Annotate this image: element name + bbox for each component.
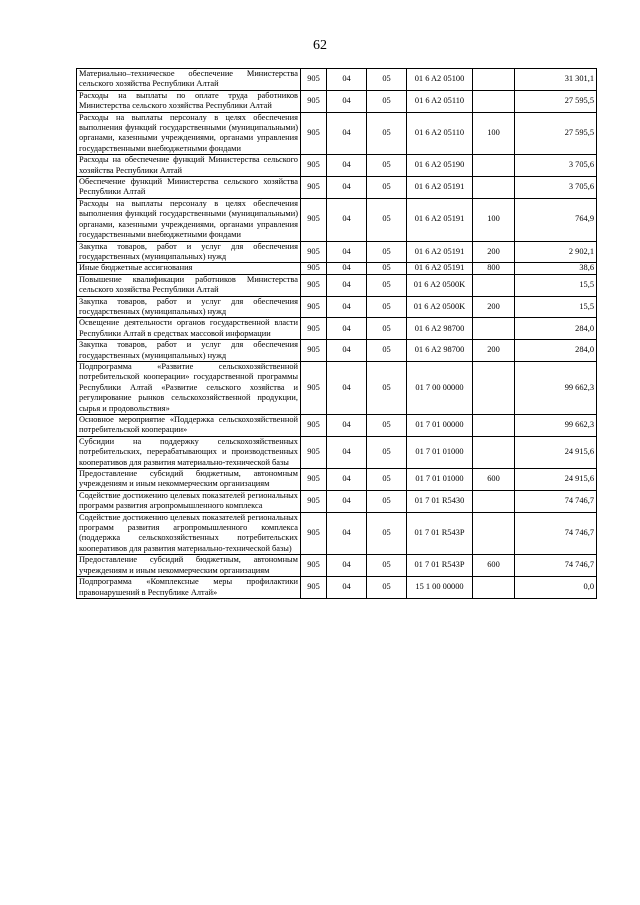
subsection-code: 05 [367, 112, 407, 155]
row-name: Подпрограмма «Комплексные меры профилактики правонарушений в Республике Алтай» [77, 577, 301, 599]
table-row [77, 340, 597, 362]
target-article-code: 01 7 01 00000 [407, 415, 473, 437]
table-row [77, 263, 597, 274]
expense-type-code [473, 318, 515, 340]
subsection-code: 05 [367, 361, 407, 414]
subsection-code: 05 [367, 69, 407, 91]
subsection-code: 05 [367, 512, 407, 555]
ministry-code: 905 [301, 436, 327, 468]
row-name: Иные бюджетные ассигнования [77, 263, 301, 274]
ministry-code: 905 [301, 361, 327, 414]
row-name: Закупка товаров, работ и услуг для обеспечения государственных (муниципальных) нужд [77, 241, 301, 263]
expense-type-code: 200 [473, 340, 515, 362]
table-row [77, 490, 597, 512]
subsection-code: 05 [367, 340, 407, 362]
table-row [77, 318, 597, 340]
target-article-code: 01 6 A2 98700 [407, 340, 473, 362]
ministry-code: 905 [301, 296, 327, 318]
ministry-code: 905 [301, 155, 327, 177]
table-row [77, 69, 597, 91]
expense-type-code: 200 [473, 296, 515, 318]
target-article-code: 01 7 01 01000 [407, 436, 473, 468]
expense-type-code [473, 361, 515, 414]
target-article-code: 01 6 A2 05100 [407, 69, 473, 91]
amount: 24 915,6 [515, 436, 597, 468]
subsection-code: 05 [367, 436, 407, 468]
row-name: Расходы на выплаты персоналу в целях обеспечения выполнения функций государственными (муниципальными) органами, казенными учреждениями, органами управления государственными внебюджетными фондами [77, 198, 301, 241]
target-article-code: 01 6 A2 05110 [407, 90, 473, 112]
expense-type-code: 600 [473, 555, 515, 577]
amount: 284,0 [515, 318, 597, 340]
budget-table [76, 68, 597, 599]
target-article-code: 01 6 A2 05110 [407, 112, 473, 155]
subsection-code: 05 [367, 263, 407, 274]
amount: 24 915,6 [515, 469, 597, 491]
section-code: 04 [327, 361, 367, 414]
expense-type-code [473, 577, 515, 599]
table-row [77, 90, 597, 112]
subsection-code: 05 [367, 577, 407, 599]
section-code: 04 [327, 555, 367, 577]
subsection-code: 05 [367, 241, 407, 263]
row-name: Расходы на обеспечение функций Министерства сельского хозяйства Республики Алтай [77, 155, 301, 177]
target-article-code: 01 6 A2 05191 [407, 241, 473, 263]
amount: 0,0 [515, 577, 597, 599]
amount: 764,9 [515, 198, 597, 241]
section-code: 04 [327, 69, 367, 91]
table-row [77, 577, 597, 599]
subsection-code: 05 [367, 198, 407, 241]
ministry-code: 905 [301, 415, 327, 437]
target-article-code: 01 7 01 01000 [407, 469, 473, 491]
section-code: 04 [327, 274, 367, 296]
amount: 74 746,7 [515, 512, 597, 555]
table-row [77, 198, 597, 241]
section-code: 04 [327, 340, 367, 362]
expense-type-code: 200 [473, 241, 515, 263]
amount: 3 705,6 [515, 177, 597, 199]
expense-type-code: 100 [473, 198, 515, 241]
section-code: 04 [327, 415, 367, 437]
ministry-code: 905 [301, 555, 327, 577]
amount: 15,5 [515, 296, 597, 318]
table-row [77, 296, 597, 318]
section-code: 04 [327, 512, 367, 555]
row-name: Предоставление субсидий бюджетным, автономным учреждениям и иным некоммерческим организациям [77, 555, 301, 577]
ministry-code: 905 [301, 198, 327, 241]
table-row [77, 241, 597, 263]
subsection-code: 05 [367, 155, 407, 177]
row-name: Расходы на выплаты персоналу в целях обеспечения выполнения функций государственными (муниципальными) органами, казенными учреждениями, органами управления государственными внебюджетными фондами [77, 112, 301, 155]
row-name: Обеспечение функций Министерства сельского хозяйства Республики Алтай [77, 177, 301, 199]
expense-type-code [473, 436, 515, 468]
ministry-code: 905 [301, 512, 327, 555]
table-row [77, 274, 597, 296]
ministry-code: 905 [301, 241, 327, 263]
expense-type-code [473, 155, 515, 177]
subsection-code: 05 [367, 490, 407, 512]
ministry-code: 905 [301, 490, 327, 512]
section-code: 04 [327, 112, 367, 155]
amount: 27 595,5 [515, 90, 597, 112]
amount: 74 746,7 [515, 490, 597, 512]
section-code: 04 [327, 241, 367, 263]
subsection-code: 05 [367, 415, 407, 437]
section-code: 04 [327, 177, 367, 199]
target-article-code: 01 7 01 R543P [407, 555, 473, 577]
ministry-code: 905 [301, 112, 327, 155]
page-number: 62 [313, 38, 327, 53]
row-name: Предоставление субсидий бюджетным, автономным учреждениям и иным некоммерческим организациям [77, 469, 301, 491]
amount: 99 662,3 [515, 415, 597, 437]
section-code: 04 [327, 296, 367, 318]
row-name: Содействие достижению целевых показателей региональных программ развития агропромышленного комплекса [77, 490, 301, 512]
amount: 31 301,1 [515, 69, 597, 91]
row-name: Содействие достижению целевых показателей региональных программ развития агропромышленного комплекса (поддержка сельскохозяйственных потребительских кооперативов для развития материально-технической базы) [77, 512, 301, 555]
subsection-code: 05 [367, 555, 407, 577]
section-code: 04 [327, 469, 367, 491]
table-row [77, 555, 597, 577]
row-name: Основное мероприятие «Поддержка сельскохозяйственной потребительской кооперации» [77, 415, 301, 437]
target-article-code: 01 7 00 00000 [407, 361, 473, 414]
target-article-code: 15 1 00 00000 [407, 577, 473, 599]
target-article-code: 01 7 01 R543P [407, 512, 473, 555]
row-name: Материально–техническое обеспечение Министерства сельского хозяйства Республики Алтай [77, 69, 301, 91]
target-article-code: 01 7 01 R5430 [407, 490, 473, 512]
row-name: Подпрограмма «Развитие сельскохозяйственной потребительской кооперации» государственной программы Республики Алтай «Развитие сельского хозяйства и регулирование рынков сельскохозяйственной продукции, сырья и продовольствия» [77, 361, 301, 414]
expense-type-code [473, 512, 515, 555]
expense-type-code [473, 415, 515, 437]
table-row [77, 177, 597, 199]
amount: 2 902,1 [515, 241, 597, 263]
subsection-code: 05 [367, 90, 407, 112]
target-article-code: 01 6 A2 05191 [407, 198, 473, 241]
row-name: Расходы на выплаты по оплате труда работников Министерства сельского хозяйства Республики Алтай [77, 90, 301, 112]
target-article-code: 01 6 A2 0500K [407, 274, 473, 296]
row-name: Освещение деятельности органов государственной власти Республики Алтай в средствах массовой информации [77, 318, 301, 340]
ministry-code: 905 [301, 577, 327, 599]
target-article-code: 01 6 A2 05191 [407, 263, 473, 274]
expense-type-code: 800 [473, 263, 515, 274]
ministry-code: 905 [301, 69, 327, 91]
ministry-code: 905 [301, 340, 327, 362]
expense-type-code [473, 274, 515, 296]
ministry-code: 905 [301, 469, 327, 491]
section-code: 04 [327, 436, 367, 468]
ministry-code: 905 [301, 318, 327, 340]
target-article-code: 01 6 A2 05191 [407, 177, 473, 199]
table-row [77, 512, 597, 555]
target-article-code: 01 6 A2 0500K [407, 296, 473, 318]
amount: 3 705,6 [515, 155, 597, 177]
expense-type-code: 100 [473, 112, 515, 155]
table-row [77, 436, 597, 468]
subsection-code: 05 [367, 177, 407, 199]
row-name: Повышение квалификации работников Министерства сельского хозяйства Республики Алтай [77, 274, 301, 296]
table-row [77, 112, 597, 155]
table-row [77, 155, 597, 177]
ministry-code: 905 [301, 177, 327, 199]
table-row [77, 361, 597, 414]
subsection-code: 05 [367, 318, 407, 340]
table-body [77, 69, 597, 599]
row-name: Закупка товаров, работ и услуг для обеспечения государственных (муниципальных) нужд [77, 296, 301, 318]
amount: 38,6 [515, 263, 597, 274]
subsection-code: 05 [367, 296, 407, 318]
amount: 284,0 [515, 340, 597, 362]
section-code: 04 [327, 490, 367, 512]
expense-type-code [473, 177, 515, 199]
target-article-code: 01 6 A2 05190 [407, 155, 473, 177]
table-row [77, 469, 597, 491]
table-row [77, 415, 597, 437]
section-code: 04 [327, 155, 367, 177]
expense-type-code: 600 [473, 469, 515, 491]
ministry-code: 905 [301, 274, 327, 296]
ministry-code: 905 [301, 263, 327, 274]
amount: 74 746,7 [515, 555, 597, 577]
row-name: Субсидии на поддержку сельскохозяйственных потребительских, перерабатывающих и производственных кооперативов для развития материально-технической базы [77, 436, 301, 468]
subsection-code: 05 [367, 469, 407, 491]
section-code: 04 [327, 198, 367, 241]
section-code: 04 [327, 263, 367, 274]
row-name: Закупка товаров, работ и услуг для обеспечения государственных (муниципальных) нужд [77, 340, 301, 362]
section-code: 04 [327, 318, 367, 340]
target-article-code: 01 6 A2 98700 [407, 318, 473, 340]
expense-type-code [473, 90, 515, 112]
subsection-code: 05 [367, 274, 407, 296]
ministry-code: 905 [301, 90, 327, 112]
expense-type-code [473, 490, 515, 512]
section-code: 04 [327, 577, 367, 599]
expense-type-code [473, 69, 515, 91]
amount: 99 662,3 [515, 361, 597, 414]
section-code: 04 [327, 90, 367, 112]
amount: 15,5 [515, 274, 597, 296]
amount: 27 595,5 [515, 112, 597, 155]
